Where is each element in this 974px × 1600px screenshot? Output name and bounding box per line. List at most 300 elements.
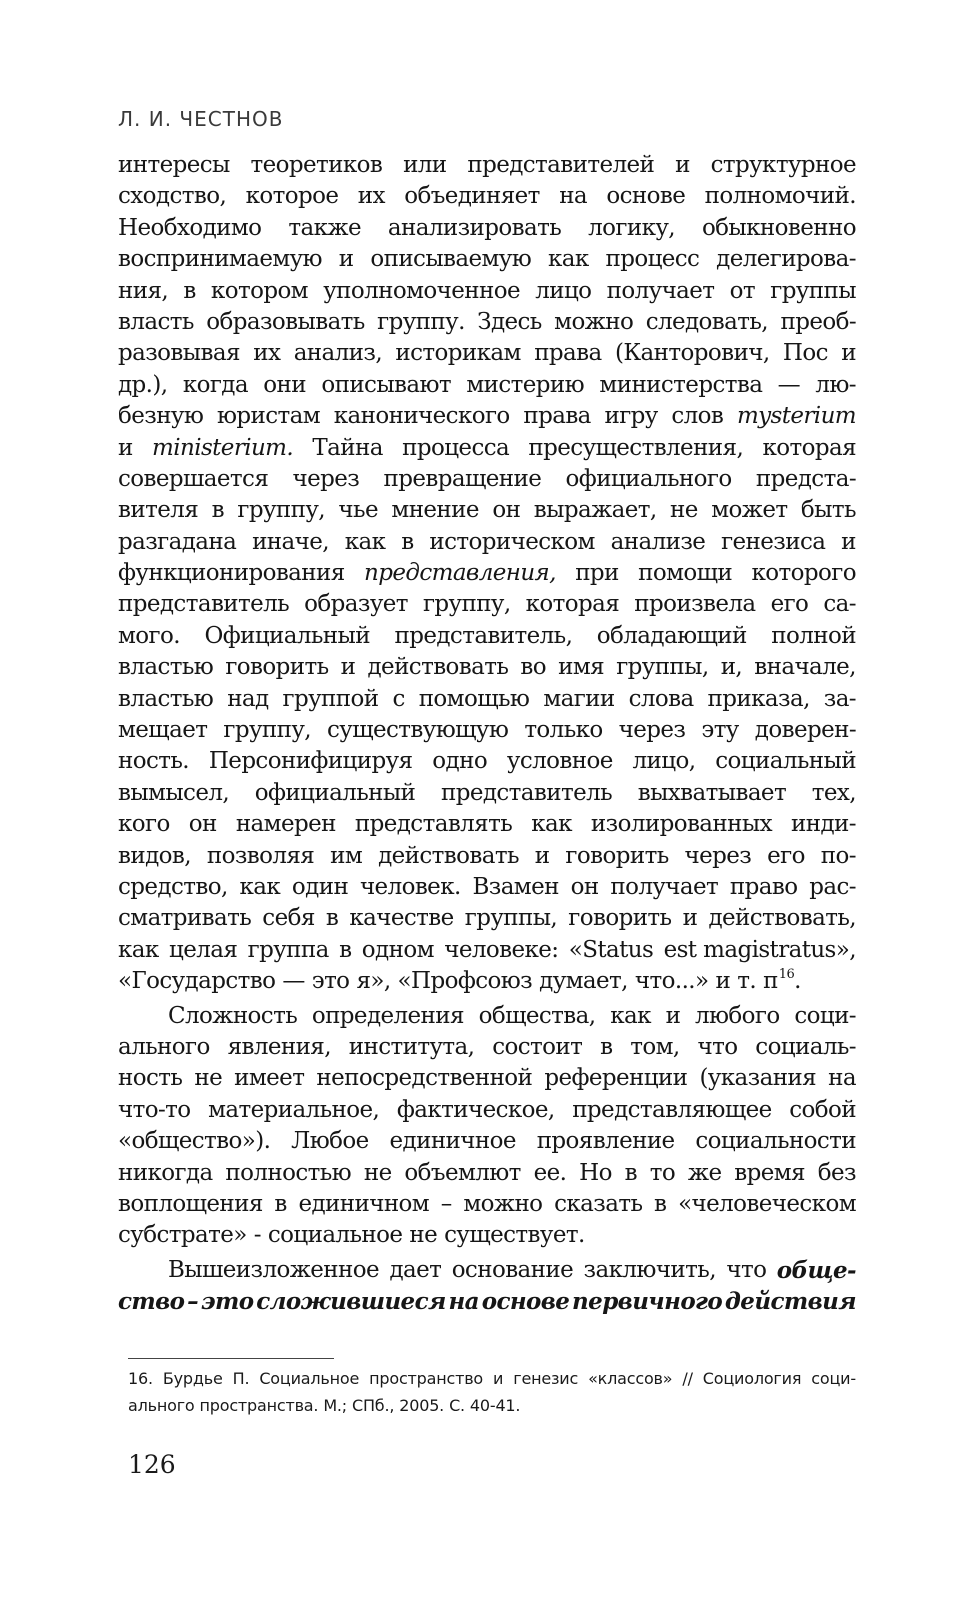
word: фактическое, bbox=[396, 1096, 555, 1123]
word: можно bbox=[463, 1190, 543, 1217]
text-line bbox=[118, 1286, 856, 1317]
word: первичного bbox=[572, 1288, 723, 1316]
text-line bbox=[118, 433, 856, 464]
word: и bbox=[338, 246, 354, 273]
word: // bbox=[682, 1369, 693, 1388]
word: он bbox=[492, 497, 521, 524]
text-line bbox=[118, 1255, 856, 1286]
word: представления, bbox=[364, 560, 556, 587]
text-line bbox=[118, 338, 856, 369]
word: С. bbox=[449, 1396, 465, 1415]
word: в bbox=[654, 1190, 667, 1217]
word: при bbox=[575, 560, 619, 587]
word: группы, bbox=[616, 654, 709, 681]
word: разовывая bbox=[118, 340, 240, 367]
word: чье bbox=[338, 497, 378, 524]
word: «человеческом bbox=[678, 1190, 856, 1217]
word: ального bbox=[118, 1033, 210, 1060]
word: официального bbox=[565, 465, 732, 492]
word: это bbox=[200, 1288, 254, 1316]
word: себя bbox=[262, 905, 315, 932]
word: кого bbox=[118, 811, 170, 838]
word: приказа, bbox=[707, 685, 810, 712]
word: п$^{16}$. bbox=[763, 967, 801, 995]
word: что bbox=[697, 1033, 738, 1060]
word: представитель bbox=[440, 779, 613, 806]
word: один bbox=[291, 873, 349, 900]
word: право bbox=[729, 873, 798, 900]
text-line bbox=[118, 1032, 856, 1063]
word: говорить bbox=[565, 842, 669, 869]
word: и bbox=[534, 842, 550, 869]
word: инди- bbox=[790, 811, 856, 838]
word: слов bbox=[671, 403, 724, 430]
word: никогда bbox=[118, 1159, 213, 1186]
word: изолированных bbox=[590, 811, 772, 838]
word: права bbox=[523, 403, 591, 430]
word: ния, bbox=[118, 277, 169, 304]
word: непосредственной bbox=[316, 1065, 533, 1092]
word: лицо, bbox=[632, 748, 696, 775]
word: в bbox=[600, 1033, 613, 1060]
word: только bbox=[524, 717, 603, 744]
text-line bbox=[118, 527, 856, 558]
word: человеке: bbox=[444, 936, 559, 963]
word: властью bbox=[118, 685, 214, 712]
word: их bbox=[253, 340, 281, 367]
word: – bbox=[187, 1288, 199, 1316]
word: мнение bbox=[391, 497, 479, 524]
text-line bbox=[118, 1189, 856, 1220]
word: что bbox=[726, 1256, 767, 1283]
word: которая bbox=[525, 591, 620, 618]
word: помощью bbox=[418, 685, 530, 712]
word: историческом bbox=[429, 528, 595, 555]
text-line bbox=[118, 872, 856, 903]
word: социальности bbox=[695, 1128, 856, 1155]
word: существует. bbox=[444, 1222, 585, 1249]
word: и bbox=[841, 528, 856, 555]
word: представителей bbox=[467, 152, 655, 178]
text-line bbox=[118, 307, 856, 338]
text-line bbox=[118, 684, 856, 715]
text-line bbox=[118, 621, 856, 652]
word: на bbox=[559, 183, 588, 210]
word: получает bbox=[606, 277, 715, 304]
word: единичное bbox=[389, 1128, 516, 1155]
word: помощи bbox=[638, 560, 733, 587]
word: можно bbox=[554, 308, 634, 335]
word: которое bbox=[245, 183, 339, 210]
word: основание bbox=[451, 1256, 574, 1283]
word: в bbox=[401, 528, 414, 555]
word: в bbox=[624, 1159, 637, 1186]
word: получает bbox=[610, 873, 719, 900]
word: которая bbox=[762, 434, 856, 461]
word: состоит bbox=[492, 1033, 583, 1060]
word: по- bbox=[820, 842, 856, 869]
word: П. bbox=[232, 1369, 250, 1388]
footnote bbox=[128, 1365, 856, 1419]
word: референции bbox=[544, 1065, 688, 1092]
word: преоб- bbox=[780, 308, 856, 335]
word: др.), bbox=[118, 371, 168, 398]
word: также bbox=[288, 214, 361, 241]
text-line bbox=[118, 966, 856, 997]
word: мещает bbox=[118, 717, 208, 744]
text-line bbox=[118, 903, 856, 934]
word: (Канторович, bbox=[614, 340, 770, 367]
word: заключить, bbox=[583, 1256, 716, 1283]
word: Любое bbox=[291, 1128, 369, 1155]
word: субстрате» bbox=[118, 1222, 247, 1249]
word: официальный bbox=[254, 779, 416, 806]
word: собой bbox=[789, 1096, 856, 1123]
footnote-rule bbox=[128, 1358, 334, 1359]
word: они bbox=[263, 371, 307, 398]
word: группой bbox=[282, 685, 379, 712]
word: генезиса bbox=[721, 528, 826, 555]
word: следовать, bbox=[645, 308, 769, 335]
word: доверен- bbox=[754, 717, 856, 744]
word: группу, bbox=[237, 497, 325, 524]
word: условное bbox=[506, 748, 613, 775]
word: са- bbox=[823, 591, 856, 618]
word: которого bbox=[751, 560, 856, 587]
word: права bbox=[534, 340, 602, 367]
word: объединяет bbox=[404, 183, 540, 210]
word: магии bbox=[543, 685, 615, 712]
word: в bbox=[211, 497, 224, 524]
word: делегирова- bbox=[716, 246, 856, 273]
word: когда bbox=[182, 371, 248, 398]
word: функционирования bbox=[118, 560, 345, 587]
word: пространства. bbox=[199, 1396, 319, 1415]
word: описывают bbox=[321, 371, 452, 398]
text-line bbox=[118, 276, 856, 307]
word: проявление bbox=[536, 1128, 675, 1155]
word: произвела bbox=[634, 591, 756, 618]
word: и bbox=[682, 905, 698, 932]
text-line bbox=[118, 589, 856, 620]
text-line bbox=[118, 1095, 856, 1126]
word: представитель, bbox=[394, 622, 573, 649]
word: группы bbox=[770, 277, 856, 304]
word: над bbox=[227, 685, 269, 712]
word: 16. bbox=[128, 1369, 153, 1388]
text-line bbox=[118, 1126, 856, 1157]
text-line bbox=[118, 1220, 856, 1251]
word: лю- bbox=[815, 371, 856, 398]
word: основе bbox=[606, 183, 686, 210]
word: ального bbox=[128, 1396, 195, 1415]
word: явления, bbox=[227, 1033, 331, 1060]
word: описываемую bbox=[370, 246, 532, 273]
word: лицо bbox=[535, 277, 592, 304]
word: Официальный bbox=[204, 622, 370, 649]
word: основе bbox=[481, 1288, 570, 1316]
word: Социальное bbox=[259, 1369, 360, 1388]
footnote-line bbox=[128, 1392, 856, 1419]
word: их bbox=[357, 183, 385, 210]
word: одно bbox=[432, 748, 488, 775]
word: одном bbox=[361, 936, 434, 963]
word: представитель bbox=[118, 591, 290, 618]
page-number: 126 bbox=[128, 1450, 176, 1479]
word: тех, bbox=[811, 779, 856, 806]
word: это bbox=[311, 968, 350, 995]
word: от bbox=[729, 277, 756, 304]
word: рас- bbox=[809, 873, 856, 900]
word: представляющее bbox=[572, 1096, 772, 1123]
word: предста- bbox=[755, 465, 856, 492]
word: не bbox=[409, 1222, 438, 1249]
text-line bbox=[118, 1063, 856, 1094]
text-line bbox=[118, 558, 856, 589]
word: социальный bbox=[715, 748, 856, 775]
word: с bbox=[392, 685, 405, 712]
text-line bbox=[118, 809, 856, 840]
word: он bbox=[570, 873, 599, 900]
word: безную bbox=[118, 403, 204, 430]
word: как bbox=[239, 873, 281, 900]
word: Персонифицируя bbox=[208, 748, 413, 775]
text-line bbox=[118, 495, 856, 526]
word: совершается bbox=[118, 465, 269, 492]
word: во bbox=[520, 654, 547, 681]
word: и bbox=[118, 434, 133, 461]
word: процесс bbox=[605, 246, 700, 273]
word: мистерию bbox=[466, 371, 585, 398]
word: логику, bbox=[588, 214, 675, 241]
word: и bbox=[340, 654, 356, 681]
word: что...» bbox=[634, 968, 709, 995]
word: выражает, bbox=[533, 497, 657, 524]
word: est magistratus», bbox=[663, 936, 856, 963]
word: соци- bbox=[794, 1002, 856, 1029]
word: как bbox=[344, 528, 386, 555]
text-line bbox=[118, 181, 856, 212]
word: социальное bbox=[267, 1222, 403, 1249]
word: генезис bbox=[513, 1369, 579, 1388]
word: что-то bbox=[118, 1096, 191, 1123]
word: mysterium bbox=[736, 403, 856, 430]
text-line bbox=[118, 841, 856, 872]
word: сматривать bbox=[118, 905, 252, 932]
word: Бурдье bbox=[162, 1369, 223, 1388]
word: слова bbox=[628, 685, 694, 712]
word: теоретиков bbox=[250, 152, 383, 178]
word: ность. bbox=[118, 748, 190, 775]
word: без bbox=[817, 1159, 856, 1186]
word: не bbox=[363, 1159, 392, 1186]
word: имеет bbox=[234, 1065, 305, 1092]
word: Но bbox=[579, 1159, 612, 1186]
word: СПб., bbox=[352, 1396, 395, 1415]
word: видов, bbox=[118, 842, 191, 869]
word: действия bbox=[724, 1288, 856, 1316]
word: котором bbox=[210, 277, 308, 304]
word: разгадана bbox=[118, 528, 237, 555]
word: историкам bbox=[395, 340, 521, 367]
word: «Status bbox=[568, 936, 654, 963]
word: эту bbox=[701, 717, 739, 744]
word: Вышеизложенное bbox=[168, 1256, 380, 1283]
word: Здесь bbox=[477, 308, 542, 335]
word: представлять bbox=[354, 811, 513, 838]
word: и bbox=[675, 152, 690, 178]
word: уполномоченное bbox=[323, 277, 520, 304]
word: как bbox=[610, 1002, 651, 1029]
running-head: Л. И. ЧЕСТНОВ bbox=[118, 107, 284, 131]
word: Социология bbox=[702, 1369, 802, 1388]
word: пространство bbox=[369, 1369, 484, 1388]
word: том, bbox=[630, 1033, 680, 1060]
word: быть bbox=[800, 497, 856, 524]
word: мого. bbox=[118, 622, 180, 649]
word: в bbox=[183, 277, 196, 304]
word: — bbox=[282, 968, 305, 995]
word: и bbox=[841, 340, 856, 367]
word: и bbox=[715, 968, 731, 995]
word: социаль- bbox=[755, 1033, 856, 1060]
word: «Государство bbox=[118, 968, 276, 995]
word: он bbox=[188, 811, 217, 838]
word: обладающий bbox=[596, 622, 747, 649]
text-line bbox=[118, 778, 856, 809]
word: юристам bbox=[216, 403, 321, 430]
word: интересы bbox=[118, 152, 230, 178]
word: института, bbox=[348, 1033, 475, 1060]
word: имя bbox=[558, 654, 605, 681]
text-line bbox=[118, 1001, 856, 1032]
word: выхватывает bbox=[637, 779, 787, 806]
word: думает, bbox=[539, 968, 628, 995]
word: единичном bbox=[298, 1190, 430, 1217]
word: или bbox=[403, 152, 447, 178]
footnote-reference[interactable]: 16 bbox=[778, 967, 795, 983]
word: время bbox=[734, 1159, 805, 1186]
word: не bbox=[670, 497, 698, 524]
word: как bbox=[547, 246, 589, 273]
word: процесса bbox=[402, 434, 510, 461]
word: на bbox=[828, 1065, 856, 1092]
word: не bbox=[194, 1065, 223, 1092]
word: соци- bbox=[811, 1369, 856, 1388]
word: средство, bbox=[118, 873, 228, 900]
word: может bbox=[711, 497, 788, 524]
word: общества, bbox=[478, 1002, 596, 1029]
text-line bbox=[118, 464, 856, 495]
word: анализе bbox=[610, 528, 706, 555]
word: же bbox=[687, 1159, 722, 1186]
word: его bbox=[770, 591, 809, 618]
text-line bbox=[118, 244, 856, 275]
word: «Профсоюз bbox=[397, 968, 533, 995]
word: группа bbox=[247, 936, 329, 963]
word: действовать, bbox=[708, 905, 856, 932]
word: анализ, bbox=[293, 340, 383, 367]
word: дает bbox=[389, 1256, 442, 1283]
word: ность bbox=[118, 1065, 183, 1092]
word: человек. bbox=[359, 873, 461, 900]
word: ministerium. bbox=[152, 434, 294, 461]
word: группу. bbox=[377, 308, 465, 335]
word: сказать bbox=[554, 1190, 643, 1217]
word: воспринимаемую bbox=[118, 246, 322, 273]
word: за- bbox=[823, 685, 856, 712]
word: министерства bbox=[599, 371, 763, 398]
word: в bbox=[325, 905, 339, 932]
word: качестве bbox=[349, 905, 454, 932]
word: вителя bbox=[118, 497, 199, 524]
word: им bbox=[330, 842, 363, 869]
word: полной bbox=[771, 622, 856, 649]
word: – bbox=[440, 1190, 452, 1217]
word: через bbox=[618, 717, 686, 744]
word: иначе, bbox=[252, 528, 329, 555]
text-line bbox=[118, 1158, 856, 1189]
word: образует bbox=[304, 591, 408, 618]
word: и bbox=[665, 1002, 681, 1029]
text-line bbox=[118, 935, 856, 966]
word: говорить bbox=[225, 654, 329, 681]
word: образовывать bbox=[206, 308, 365, 335]
word: группу, bbox=[223, 717, 311, 744]
word: властью bbox=[118, 654, 214, 681]
word: 2005. bbox=[399, 1396, 445, 1415]
word: намерен bbox=[235, 811, 336, 838]
word: в bbox=[339, 936, 352, 963]
text-line bbox=[118, 652, 856, 683]
word: определения bbox=[311, 1002, 464, 1029]
text-line bbox=[118, 715, 856, 746]
word: говорить bbox=[568, 905, 672, 932]
word: как bbox=[531, 811, 572, 838]
word: через bbox=[684, 842, 752, 869]
word: анализировать bbox=[387, 214, 562, 241]
text-line bbox=[118, 150, 856, 181]
word: Сложность bbox=[168, 1002, 298, 1029]
word: ее. bbox=[533, 1159, 567, 1186]
word: «общество»). bbox=[118, 1128, 271, 1155]
word: ство bbox=[118, 1288, 185, 1316]
word: действовать bbox=[378, 842, 519, 869]
word: материальное, bbox=[208, 1096, 380, 1123]
word: в bbox=[274, 1190, 287, 1217]
word: «классов» bbox=[588, 1369, 673, 1388]
word: существующую bbox=[327, 717, 509, 744]
word: полномочий. bbox=[704, 183, 856, 210]
word: т. bbox=[737, 968, 757, 995]
word: обыкновенно bbox=[701, 214, 856, 241]
word: Необходимо bbox=[118, 214, 262, 241]
footnote-line bbox=[128, 1365, 856, 1392]
word: полностью bbox=[225, 1159, 352, 1186]
word: целая bbox=[169, 936, 238, 963]
word: объемлют bbox=[404, 1159, 521, 1186]
word: Тайна bbox=[312, 434, 383, 461]
word: М.; bbox=[323, 1396, 347, 1415]
word: 40-41. bbox=[469, 1396, 521, 1415]
word: воплощения bbox=[118, 1190, 263, 1217]
word: действовать bbox=[367, 654, 509, 681]
word: вначале, bbox=[754, 654, 856, 681]
text-line bbox=[118, 401, 856, 432]
word: вымысел, bbox=[118, 779, 230, 806]
text-line bbox=[118, 746, 856, 777]
word: - bbox=[253, 1222, 261, 1249]
